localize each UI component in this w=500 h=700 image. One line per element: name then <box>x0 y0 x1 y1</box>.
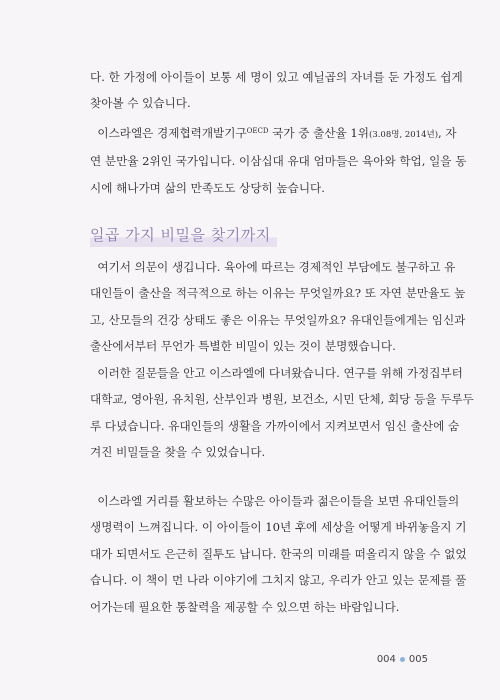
text-segment: , 자 <box>438 126 457 140</box>
text-line: 습니다. 이 책이 먼 나라 이야기에 그치지 않고, 우리가 안고 있는 문제를 풀 <box>90 573 467 588</box>
text-line: 대인들이 출산을 적극적으로 하는 이유는 무엇일까요? 또 자연 분만율도 높 <box>90 286 466 301</box>
superscript-oecd: OECD <box>246 127 269 135</box>
paragraph-1 <box>90 64 463 117</box>
paragraph-2 <box>90 118 467 201</box>
paragraph-5 <box>90 488 467 620</box>
text-line: 다. 한 가정에 아이들이 보통 세 명이 있고 예닐곱의 자녀를 둔 가정도 쉽게 <box>90 70 463 84</box>
text-segment: 이러한 질문들을 안고 이스라엘에 다녀왔습니다. 연구를 위해 가정집부터 <box>97 366 463 380</box>
page-footer <box>377 654 428 665</box>
text-segment: 국가 중 출산율 1위 <box>268 126 369 140</box>
text-line <box>90 488 460 514</box>
text-line: 대가 되면서도 은근히 질투도 납니다. 한국의 미래를 떠올리지 않을 수 없었 <box>90 546 467 561</box>
text-line: 어가는데 필요한 통찰력을 제공할 수 있으면 하는 바람입니다. <box>90 599 400 614</box>
text-line <box>90 360 463 386</box>
page-number-left: 004 <box>376 654 396 665</box>
text-line <box>90 254 456 280</box>
text-line: 출산에서부터 무언가 특별한 비밀이 있는 것이 분명했습니다. <box>90 339 396 354</box>
paragraph-4 <box>90 360 474 466</box>
text-line: 생명력이 느껴집니다. 이 아이들이 10년 후에 세상을 어떻게 바뀌놓을지 기 <box>90 520 467 535</box>
text-line: 대학교, 영아원, 유치원, 산부인과 병원, 보건소, 시민 단체, 회당 등을 두루두 <box>90 392 474 407</box>
text-line: 연 분만율 2위인 국가입니다. 이삼십대 유대 엄마들은 육아와 학업, 일을 동 <box>90 154 467 169</box>
text-line: 고, 산모들의 건강 상태도 좋은 이유는 무엇일까요? 유대인들에게는 임신과 <box>90 312 466 327</box>
separator-dot-icon <box>400 657 405 662</box>
text-line: 시에 해나가며 삶의 만족도도 상당히 높습니다. <box>90 180 325 195</box>
text-line: 찾아볼 수 있습니다. <box>90 96 191 111</box>
text-line <box>90 118 457 148</box>
page-number-right: 005 <box>408 654 428 665</box>
text-line: 겨진 비밀들을 찾을 수 있었습니다. <box>90 445 266 460</box>
text-segment: 여기서 의문이 생깁니다. 육아에 따르는 경제적인 부담에도 불구하고 유 <box>97 260 456 274</box>
section-heading: 일곱 가지 비밀을 찾기까지 <box>90 224 277 247</box>
text-segment: 이스라엘 거리를 활보하는 수많은 아이들과 젊은이들을 보면 유대인들의 <box>97 494 460 508</box>
text-segment: 이스라엘은 경제협력개발기구 <box>97 126 247 140</box>
paragraph-3 <box>90 254 466 360</box>
small-note: (3.08명, 2014년) <box>369 130 439 140</box>
text-line: 루 다녔습니다. 유대인들의 생활을 가까이에서 지켜보면서 임신 출산에 숨 <box>90 418 460 433</box>
